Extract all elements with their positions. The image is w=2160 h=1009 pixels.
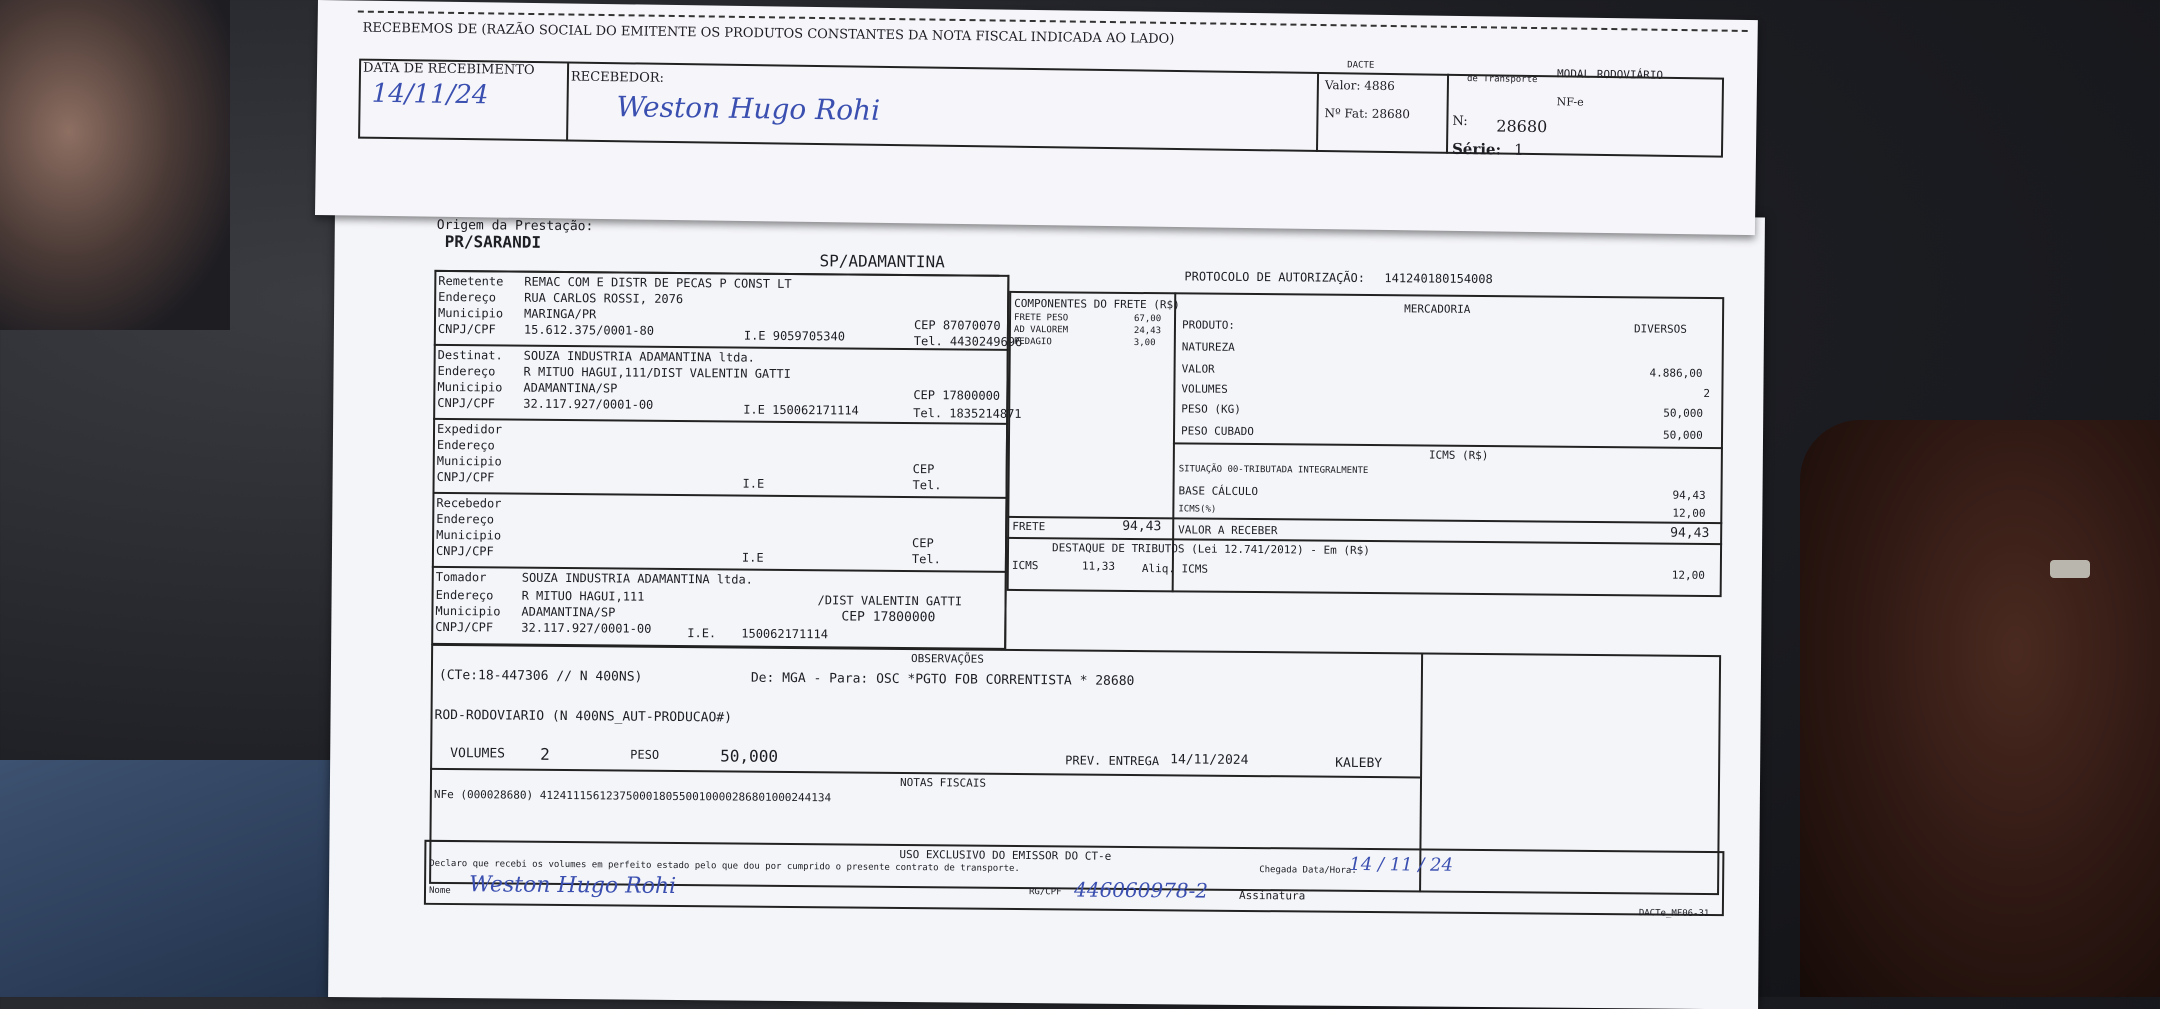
volumes-label: VOLUMES (1181, 382, 1228, 396)
destinat-cnpj: 32.117.927/0001-00 (523, 396, 654, 412)
stub-recebedor-signature: Weston Hugo Rohi (616, 90, 881, 127)
dacte-sheet (328, 205, 1765, 1009)
cubado-value: 50,000 (1662, 428, 1703, 442)
tributos-title: DESTAQUE DE TRIBUTOS (Lei 12.741/2012) - Em (R$) (1051, 541, 1370, 558)
natureza-label: NATUREZA (1181, 340, 1235, 354)
tomador-mun: ADAMANTINA/SP (521, 604, 616, 620)
tomador-ie-label: I.E. (687, 626, 717, 641)
stub-modal: MODAL RODOVIÁRIO (1556, 67, 1664, 82)
chegada-value: 14 / 11 / 24 (1349, 853, 1454, 876)
componente-value-1: 67,00 (1133, 313, 1162, 325)
receipt-stub (315, 0, 1758, 235)
stub-dacte: DACTE (1347, 60, 1375, 71)
notas-line: NFe (000028680) 41241115612375000180550010000286801000244134 (433, 787, 832, 805)
componente-value-3: 3,00 (1133, 337, 1156, 349)
frete-value: 94,43 (1122, 518, 1162, 535)
destinat-mun-label: Municipio (437, 379, 503, 395)
recebedor-cep: CEP (912, 536, 934, 551)
origem-label: Origem da Prestação: (436, 217, 594, 235)
destinat-mun: ADAMANTINA/SP (523, 380, 618, 396)
recebedor-end-label: Endereço (436, 511, 495, 527)
produto-value: DIVERSOS (1633, 322, 1688, 336)
background-bag (1800, 420, 2160, 997)
obs-prev-value: 14/11/2024 (1170, 752, 1249, 768)
receber-value: 94,43 (1670, 525, 1710, 542)
stub-receipt-text: RECEBEMOS DE (RAZÃO SOCIAL DO EMITENTE OS PRODUTOS CONSTANTES DA NOTA FISCAL INDICADA AO LADO) (362, 20, 1175, 47)
tomador-label: Tomador (435, 569, 487, 585)
expedidor-ie: I.E (742, 476, 765, 491)
base-value: 94,43 (1672, 488, 1706, 502)
expedidor-mun-label: Municipio (436, 453, 502, 469)
expedidor-tel: Tel. (912, 478, 942, 493)
rg-label: RG/CPF (1028, 887, 1062, 898)
rg-value: 446060978-2 (1073, 877, 1209, 903)
tomador-cnpj: 32.117.927/0001-00 (521, 620, 652, 636)
icms-situacao: SITUAÇÃO 00-TRIBUTADA INTEGRALMENTE (1178, 464, 1369, 477)
stub-nfe: NF-e (1556, 95, 1584, 109)
background-face (0, 0, 230, 330)
destinat-cep: CEP 17800000 (913, 388, 1001, 403)
stub-serie-label: Série: (1451, 139, 1502, 159)
remetente-cnpj-label: CNPJ/CPF (437, 321, 496, 337)
obs-volumes-label: VOLUMES (450, 746, 506, 762)
recebedor-label: Recebedor (436, 495, 502, 511)
obs-prev-label: PREV. ENTREGA (1065, 753, 1160, 769)
chegada-label: Chegada Data/Hora: (1259, 865, 1357, 876)
remetente-end: RUA CARLOS ROSSI, 2076 (524, 290, 684, 307)
notas-title: NOTAS FISCAIS (899, 775, 987, 790)
componente-value-2: 24,43 (1133, 325, 1162, 337)
cubado-label: PESO CUBADO (1181, 424, 1254, 439)
tributos-aliq-value: 12,00 (1671, 568, 1706, 582)
recebedor-cnpj-label: CNPJ/CPF (435, 543, 494, 559)
uso-title: USO EXCLUSIVO DO EMISSOR DO CT-e (899, 847, 1112, 863)
stub-n-value: 28680 (1496, 116, 1548, 137)
bag-zipper (2050, 560, 2090, 578)
stub-nfat: Nº Fat: 28680 (1324, 106, 1411, 122)
destinat-tel: Tel. 1835214871 (913, 406, 1022, 421)
remetente-cep: CEP 87070070 (913, 318, 1001, 333)
destinat-label: Destinat. (437, 347, 503, 363)
obs-line2: ROD-RODOVIARIO (N 400NS_AUT-PRODUCAO#) (434, 707, 733, 726)
base-label: BASE CÁLCULO (1178, 484, 1259, 499)
obs-line1b: De: MGA - Para: OSC *PGTO FOB CORRENTISTA * 28680 (750, 670, 1135, 689)
remetente-cnpj: 15.612.375/0001-80 (523, 322, 655, 338)
stub-valor: Valor: 4886 (1324, 78, 1395, 94)
componentes-title: COMPONENTES DO FRETE (R$) (1014, 296, 1180, 312)
peso-value: 50,000 (1663, 406, 1704, 420)
peso-label: PESO (KG) (1181, 402, 1241, 416)
icms-pct-label: ICMS(%) (1178, 504, 1217, 515)
stub-recebedor-label: RECEBEDOR: (570, 69, 665, 86)
remetente-end-label: Endereço (438, 289, 497, 305)
tomador-ie: 150062171114 (741, 626, 829, 642)
mercadoria-title: MERCADORIA (1404, 302, 1471, 316)
valor-value: 4.886,00 (1649, 366, 1703, 380)
remetente-ie: I.E 9059705340 (743, 328, 846, 344)
remetente-name: REMAC COM E DISTR DE PECAS P CONST LT (524, 274, 792, 291)
destinat-ie: I.E 150062171114 (743, 402, 859, 418)
remetente-tel: Tel. 4430249696 (913, 334, 1023, 350)
tomador-end-label: Endereço (435, 587, 494, 603)
nome-signature: Weston Hugo Rohi (468, 872, 677, 900)
tomador-mun-label: Municipio (435, 603, 501, 619)
componente-label-3: PEDAGIO (1013, 336, 1052, 348)
tomador-name: SOUZA INDUSTRIA ADAMANTINA ltda. (521, 570, 753, 587)
obs-peso-label: PESO (630, 747, 660, 762)
obs-peso-value: 50,000 (720, 746, 779, 766)
stub-date-value: 14/11/24 (371, 78, 489, 111)
stub-date-label: DATA DE RECEBIMENTO (362, 60, 535, 79)
obs-line1: (CTe:18-447306 // N 400NS) (438, 667, 643, 685)
destinat-cnpj-label: CNPJ/CPF (437, 395, 496, 411)
origem-value: PR/SARANDI (444, 231, 542, 252)
tributos-icms-value: 11,33 (1081, 559, 1116, 573)
recebedor-mun-label: Municipio (436, 527, 502, 543)
receber-label: VALOR A RECEBER (1178, 523, 1278, 538)
stub-n-label: N: (1452, 113, 1468, 130)
stub-serie-value: 1 (1513, 140, 1524, 159)
produto-label: PRODUTO: (1181, 318, 1236, 332)
destinat-end-label: Endereço (437, 363, 496, 379)
tributos-icms-label: ICMS (1011, 558, 1039, 573)
nome-label: Nome (428, 885, 451, 897)
recebedor-tel: Tel. (911, 552, 941, 567)
obs-volumes-value: 2 (540, 744, 550, 764)
stub-transporte: de Transporte (1466, 74, 1538, 86)
background-jeans (0, 760, 380, 997)
protocolo-label: PROTOCOLO DE AUTORIZAÇÃO: (1184, 269, 1366, 285)
expedidor-cnpj-label: CNPJ/CPF (436, 469, 495, 485)
tributos-aliq-label: Aliq. ICMS (1141, 562, 1209, 576)
expedidor-label: Expedidor (436, 421, 503, 437)
protocolo-value: 141240180154008 (1384, 271, 1493, 287)
icms-pct-value: 12,00 (1672, 506, 1706, 520)
componente-label-2: AD VALOREM (1013, 324, 1069, 336)
expedidor-end-label: Endereço (436, 437, 495, 453)
destino-value: SP/ADAMANTINA (819, 251, 945, 272)
tomador-end2: /DIST VALENTIN GATTI (817, 593, 963, 609)
remetente-mun: MARINGA/PR (523, 306, 597, 322)
tomador-end: R MITUO HAGUI,111 (521, 588, 645, 604)
assinatura-label: Assinatura (1238, 888, 1306, 903)
obs-kaleby: KALEBY (1335, 755, 1383, 772)
destinat-end: R MITUO HAGUI,111/DIST VALENTIN GATTI (523, 364, 791, 381)
valor-label: VALOR (1181, 362, 1215, 376)
icms-title: ICMS (R$) (1428, 448, 1489, 463)
remetente-mun-label: Municipio (438, 305, 504, 321)
destinat-name: SOUZA INDUSTRIA ADAMANTINA ltda. (523, 348, 755, 365)
tomador-cep: CEP 17800000 (841, 609, 936, 626)
dacte-code: DACTe_MF06-31 (1638, 908, 1710, 920)
frete-label: FRETE (1012, 519, 1046, 534)
remetente-label: Remetente (438, 273, 504, 289)
uso-declaro: Declaro que recebi os volumes em perfeito estado pelo que dou por cumprido o presente contrato de transporte. (429, 858, 1020, 875)
tomador-cnpj-label: CNPJ/CPF (435, 619, 494, 635)
obs-title: OBSERVAÇÕES (911, 652, 984, 666)
recebedor-ie: I.E (741, 550, 764, 565)
expedidor-cep: CEP (912, 462, 935, 477)
componente-label-1: FRETE PESO (1013, 312, 1069, 324)
volumes-value: 2 (1703, 386, 1711, 401)
